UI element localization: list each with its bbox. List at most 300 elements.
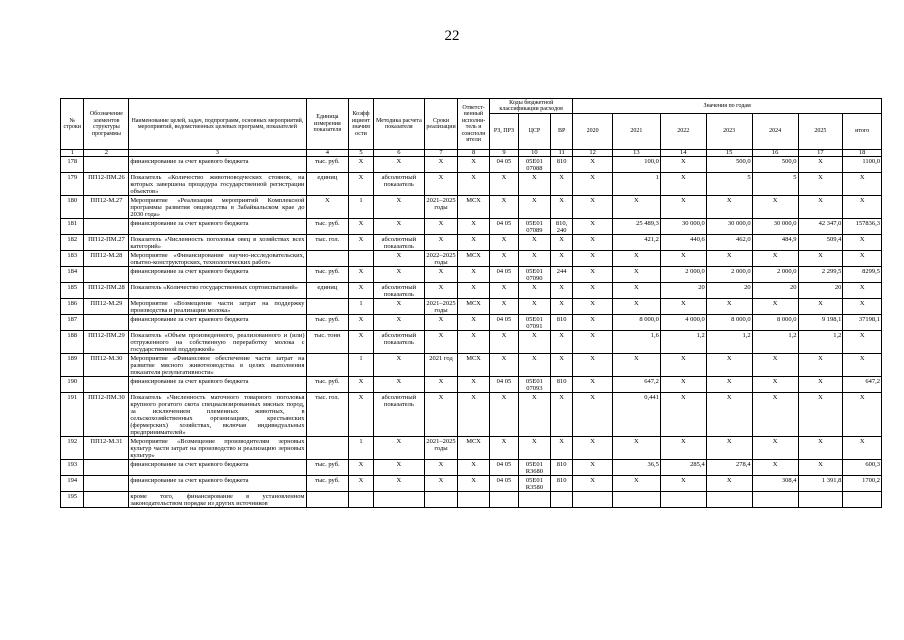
vr: 810 [550, 315, 572, 331]
table-row [61, 283, 882, 299]
vr: X [550, 173, 572, 196]
term: X [424, 393, 457, 437]
responsible: X [458, 377, 490, 393]
value-2020: X [573, 377, 612, 393]
value-2022: X [660, 157, 706, 173]
item-name: Мероприятие «Возмещение производителям зерновых культур части затрат на производство и реализацию зерновых культур» [130, 437, 305, 459]
method: X [373, 267, 424, 283]
responsible: X [458, 476, 490, 492]
table-row [61, 331, 882, 354]
value-2023: 30 000,0 [706, 219, 752, 235]
value-2023: 20 [706, 283, 752, 299]
value-2022: X [660, 196, 706, 219]
method: абсолютный показатель [373, 235, 424, 251]
element-code [84, 267, 129, 283]
csr: 05Е01 07093 [518, 377, 550, 393]
value-2025 [798, 492, 843, 508]
unit: тыс. руб. [306, 157, 349, 173]
value-2022: 2 000,0 [660, 267, 706, 283]
value-2025: 2 299,5 [798, 267, 843, 283]
value-total: X [843, 299, 882, 315]
element-code [84, 219, 129, 235]
term: X [424, 283, 457, 299]
vr: 810 [550, 377, 572, 393]
header-name: Наименование целей, задач, подпрограмм, основных мероприятий, мероприятий, ведомственных целевых программ, показателей [129, 99, 306, 150]
vr: X [550, 283, 572, 299]
unit: тыс. тонн [306, 331, 349, 354]
responsible: X [458, 157, 490, 173]
coefficient: X [349, 219, 374, 235]
unit: единиц [306, 283, 349, 299]
value-2025: 20 [798, 283, 843, 299]
col-number: 11 [550, 150, 572, 157]
row-number: 195 [61, 492, 84, 508]
value-2021: 421,2 [612, 235, 660, 251]
value-2024: 8 000,0 [752, 315, 798, 331]
value-2023: X [706, 393, 752, 437]
vr: X [550, 196, 572, 219]
term: 2021–2025 годы [424, 196, 457, 219]
value-2021: X [612, 299, 660, 315]
term: X [424, 460, 457, 476]
csr: X [518, 437, 550, 460]
coefficient: X [349, 235, 374, 251]
row-number: 191 [61, 393, 84, 437]
value-2023: 1,2 [706, 331, 752, 354]
vr: X [550, 437, 572, 460]
header-year-2021: 2021 [612, 114, 660, 150]
value-2020: X [573, 283, 612, 299]
header-term: Сроки реализации [424, 99, 457, 150]
value-2022: X [660, 299, 706, 315]
col-number: 4 [306, 150, 349, 157]
csr: X [518, 393, 550, 437]
value-2021: 100,0 [612, 157, 660, 173]
value-2024: X [752, 354, 798, 377]
value-2020: X [573, 235, 612, 251]
row-number: 188 [61, 331, 84, 354]
value-total [843, 492, 882, 508]
element-code: ПП12-ПМ.27 [84, 235, 129, 251]
responsible: X [458, 235, 490, 251]
item-name: Показатель «Объем произведенного, реализованного и (или) отгруженного на собственную переработку молока с государственной поддержкой» [130, 331, 305, 353]
coefficient: 1 [349, 299, 374, 315]
table-row [61, 354, 882, 377]
coefficient: 1 [349, 354, 374, 377]
table-body [61, 157, 882, 508]
value-2024: 5 [752, 173, 798, 196]
value-2024: 1,2 [752, 331, 798, 354]
method: X [373, 219, 424, 235]
method: X [373, 377, 424, 393]
term: 2021–2025 годы [426, 299, 456, 314]
coefficient: X [349, 331, 374, 354]
value-total: X [843, 196, 882, 219]
rz-prz: 04 05 [490, 377, 519, 393]
value-2023: 8 000,0 [706, 315, 752, 331]
csr: X [518, 235, 550, 251]
value-total: 8299,5 [843, 267, 882, 283]
coefficient: X [349, 377, 374, 393]
value-2020: X [573, 251, 612, 267]
header-year-2025: 2025 [798, 114, 843, 150]
row-number: 183 [61, 251, 84, 267]
value-2024: X [752, 196, 798, 219]
page-number: 22 [444, 28, 460, 44]
table-row [61, 476, 882, 492]
item-name: кроме того, финансирование в установленном законодательством порядке из других источников [130, 492, 305, 507]
value-2020: X [573, 393, 612, 437]
value-2025: X [798, 377, 843, 393]
table-row [61, 196, 882, 219]
col-number: 8 [458, 150, 490, 157]
value-2025: X [798, 299, 843, 315]
value-2023 [706, 492, 752, 508]
value-2024: 308,4 [752, 476, 798, 492]
element-code: ПП12-ПМ.29 [84, 331, 129, 354]
value-2022: X [660, 476, 706, 492]
header-method: Методика расчета показателя [373, 99, 424, 150]
rz-prz: 04 05 [490, 219, 519, 235]
table-row [61, 235, 882, 251]
item-name: Мероприятие «Финансирование научно-исследовательских, опытно-конструкторских, технологических работ» [130, 251, 305, 266]
value-total: X [843, 173, 882, 196]
term: X [424, 267, 457, 283]
table-row [61, 251, 882, 267]
value-2021: 0,441 [612, 393, 660, 437]
value-2025: X [798, 196, 843, 219]
element-code [84, 315, 129, 331]
value-2020: X [573, 331, 612, 354]
table-row [61, 299, 882, 315]
method [373, 492, 424, 508]
rz-prz: X [490, 251, 519, 267]
value-total: 1100,0 [843, 157, 882, 173]
vr: 810 [550, 460, 572, 476]
value-2022: X [660, 354, 706, 377]
element-code [84, 377, 129, 393]
csr: X [518, 196, 550, 219]
value-2025: 1 391,8 [798, 476, 843, 492]
term: X [424, 173, 457, 196]
row-number: 182 [61, 235, 84, 251]
rz-prz: X [490, 196, 519, 219]
value-2020: X [573, 173, 612, 196]
row-number: 179 [61, 173, 84, 196]
coefficient: X [349, 476, 374, 492]
method: X [373, 354, 424, 377]
coefficient: X [349, 393, 374, 437]
method: X [373, 251, 424, 267]
responsible: X [458, 267, 490, 283]
value-2020: X [573, 196, 612, 219]
col-number: 18 [843, 150, 882, 157]
element-code [84, 476, 129, 492]
vr: 244 [550, 267, 572, 283]
vr: X [550, 251, 572, 267]
header-coef: Коэффициент значимости [349, 99, 374, 150]
rz-prz [490, 492, 519, 508]
value-2022: X [660, 251, 706, 267]
value-2020: X [573, 460, 612, 476]
method: X [373, 460, 424, 476]
value-2022: 4 000,0 [660, 315, 706, 331]
value-2020 [573, 492, 612, 508]
value-2022: X [660, 437, 706, 460]
col-number: 14 [660, 150, 706, 157]
col-number: 17 [798, 150, 843, 157]
csr: X [518, 331, 550, 354]
value-2024: X [752, 251, 798, 267]
unit [306, 299, 349, 315]
value-2021: 1 [612, 173, 660, 196]
row-number: 178 [61, 157, 84, 173]
responsible: МСХ [458, 196, 490, 219]
responsible: X [458, 315, 490, 331]
item-name: финансирование за счет краевого бюджета [129, 267, 306, 283]
responsible: X [458, 219, 490, 235]
col-number: 1 [61, 150, 84, 157]
value-total: 157836,3 [843, 219, 882, 235]
value-2021: 647,2 [612, 377, 660, 393]
value-2020: X [573, 267, 612, 283]
unit: тыс. руб. [306, 476, 349, 492]
coefficient: X [349, 267, 374, 283]
row-number: 190 [61, 377, 84, 393]
value-2024: X [752, 377, 798, 393]
coefficient: 1 [349, 437, 374, 460]
csr: 05Е01 07090 [518, 267, 550, 283]
column-numbers-row [61, 150, 882, 157]
value-total: X [843, 251, 882, 267]
value-2024: 500,0 [752, 157, 798, 173]
value-2023: 462,0 [706, 235, 752, 251]
header-total: итого [843, 114, 882, 150]
csr: X [518, 354, 550, 377]
table-row [61, 377, 882, 393]
rz-prz: X [490, 173, 519, 196]
responsible: МСХ [458, 299, 490, 315]
value-2021: X [612, 354, 660, 377]
table-row [61, 219, 882, 235]
term: X [424, 377, 457, 393]
value-2022: X [660, 377, 706, 393]
value-2022 [660, 492, 706, 508]
value-2024 [752, 492, 798, 508]
item-name: Мероприятие «Реализация мероприятий Комплексной программы развития овцеводства в Забайкальском крае до 2030 года» [130, 196, 305, 218]
item-name: Показатель «Количество животноводческих стоянок, на которых завершена процедура государственной регистрации объектов» [130, 173, 305, 195]
term: X [424, 476, 457, 492]
value-2020: X [573, 476, 612, 492]
value-2022: 20 [660, 283, 706, 299]
value-2025: 509,4 [798, 235, 843, 251]
coefficient: X [349, 460, 374, 476]
item-name: Мероприятие «Возмещение части затрат на поддержку производства и реализации молока» [130, 299, 305, 314]
value-2021: X [612, 196, 660, 219]
rz-prz: X [490, 393, 519, 437]
item-name: финансирование за счет краевого бюджета [129, 460, 306, 476]
method: X [373, 196, 424, 219]
responsible: X [458, 173, 490, 196]
value-2024: 2 000,0 [752, 267, 798, 283]
rz-prz: 04 05 [490, 267, 519, 283]
rz-prz: 04 05 [490, 460, 519, 476]
value-2024: X [752, 437, 798, 460]
vr: 810, 240 [550, 219, 572, 235]
header-num: № строки [61, 99, 84, 150]
csr: X [518, 173, 550, 196]
term: X [424, 219, 457, 235]
value-2023: X [706, 437, 752, 460]
term: X [424, 235, 457, 251]
unit: единиц [306, 173, 349, 196]
value-2023: X [706, 299, 752, 315]
value-total: X [843, 354, 882, 377]
term [424, 492, 457, 508]
unit: тыс. руб. [306, 219, 349, 235]
value-2025: 9 198,1 [798, 315, 843, 331]
value-2025: X [798, 437, 843, 460]
unit: тыс. руб. [306, 377, 349, 393]
header-csr: ЦСР [518, 114, 550, 150]
value-2024: 30 000,0 [752, 219, 798, 235]
value-2023: 2 000,0 [706, 267, 752, 283]
col-number: 15 [706, 150, 752, 157]
coefficient: X [349, 283, 374, 299]
unit [306, 251, 349, 267]
rz-prz: X [490, 354, 519, 377]
method: абсолютный показатель [373, 331, 424, 354]
value-2022: 285,4 [660, 460, 706, 476]
value-2024: X [752, 299, 798, 315]
value-2024: 20 [752, 283, 798, 299]
value-total: X [843, 283, 882, 299]
value-2020: X [573, 219, 612, 235]
coefficient [349, 492, 374, 508]
coefficient: X [349, 173, 374, 196]
header-responsible: Ответственный исполнитель и соисполнители [458, 99, 490, 150]
item-name: финансирование за счет краевого бюджета [129, 315, 306, 331]
responsible: X [458, 283, 490, 299]
table-row [61, 267, 882, 283]
term: X [424, 315, 457, 331]
csr: 05Е01 07089 [518, 219, 550, 235]
row-number: 189 [61, 354, 84, 377]
rz-prz: X [490, 299, 519, 315]
item-name: финансирование за счет краевого бюджета [129, 377, 306, 393]
col-number: 16 [752, 150, 798, 157]
value-2023: X [706, 251, 752, 267]
value-2025: X [798, 157, 843, 173]
unit: тыс. гол. [306, 393, 349, 437]
element-code: ПП12-М.28 [84, 251, 129, 267]
header-year-2024: 2024 [752, 114, 798, 150]
responsible: МСХ [458, 437, 490, 460]
method: абсолютный показатель [373, 393, 424, 437]
item-name: Показатель «Количество государственных сортоиспытаний» [129, 283, 306, 299]
csr: 05Е01 07091 [518, 315, 550, 331]
table-row [61, 315, 882, 331]
col-number: 10 [518, 150, 550, 157]
value-2023: X [706, 476, 752, 492]
value-2022: X [660, 393, 706, 437]
row-number: 186 [61, 299, 84, 315]
rz-prz: 04 05 [490, 315, 519, 331]
value-2021: X [612, 476, 660, 492]
value-2020: X [573, 437, 612, 460]
header-year-2020: 2020 [573, 114, 612, 150]
coefficient: 1 [349, 196, 374, 219]
col-number: 12 [573, 150, 612, 157]
value-2022: 30 000,0 [660, 219, 706, 235]
rz-prz: 04 05 [490, 157, 519, 173]
csr [518, 492, 550, 508]
header-year-2023: 2023 [706, 114, 752, 150]
value-2021: 25 489,3 [612, 219, 660, 235]
element-code: ПП12-М.31 [84, 437, 129, 460]
vr: X [550, 235, 572, 251]
csr: 05Е01 07088 [518, 157, 550, 173]
table-row [61, 393, 882, 437]
value-2025: 1,2 [798, 331, 843, 354]
vr: 810 [550, 476, 572, 492]
value-2022: 440,6 [660, 235, 706, 251]
value-2024: 484,9 [752, 235, 798, 251]
method: X [373, 315, 424, 331]
value-2021: X [612, 251, 660, 267]
value-2025: X [798, 173, 843, 196]
row-number: 180 [61, 196, 84, 219]
element-code: ПП12-ПМ.26 [84, 173, 129, 196]
element-code [84, 157, 129, 173]
element-code: ПП12-ПМ.30 [84, 393, 129, 437]
csr: X [518, 299, 550, 315]
value-2021: 1,6 [612, 331, 660, 354]
value-2022: X [660, 173, 706, 196]
responsible: МСХ [458, 354, 490, 377]
method: абсолютный показатель [373, 283, 424, 299]
element-code: ПП12-М.30 [84, 354, 129, 377]
responsible: X [458, 393, 490, 437]
term: X [424, 331, 457, 354]
value-2023: X [706, 354, 752, 377]
unit [306, 492, 349, 508]
unit: тыс. руб. [306, 315, 349, 331]
value-2022: 1,2 [660, 331, 706, 354]
col-number: 6 [373, 150, 424, 157]
csr: 05Е01 R3680 [518, 460, 550, 476]
rz-prz: X [490, 437, 519, 460]
table-row [61, 492, 882, 508]
value-2023: X [706, 196, 752, 219]
term: 2021 год [424, 354, 457, 377]
unit: тыс. руб. [306, 460, 349, 476]
value-2020: X [573, 299, 612, 315]
term: 2021–2025 годы [424, 437, 457, 460]
value-2025: X [798, 251, 843, 267]
term: X [424, 157, 457, 173]
rz-prz: X [490, 331, 519, 354]
col-number: 5 [349, 150, 374, 157]
coefficient: X [349, 315, 374, 331]
header-elements: Обозначение элементов структуры программы [84, 99, 129, 150]
csr: X [518, 251, 550, 267]
row-number: 192 [61, 437, 84, 460]
col-number: 7 [424, 150, 457, 157]
element-code: ПП12-М.29 [84, 299, 129, 315]
table-row [61, 157, 882, 173]
element-code: ПП12-М.27 [84, 196, 129, 219]
